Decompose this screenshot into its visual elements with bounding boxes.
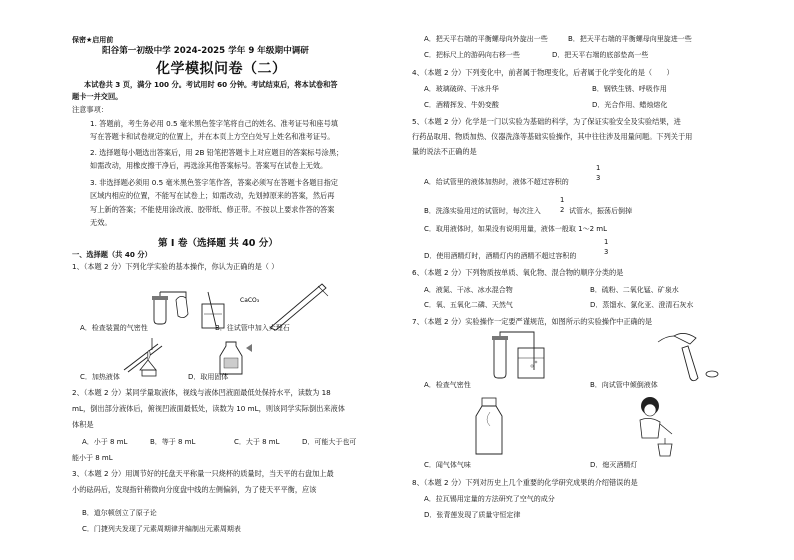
airtightness-check-figure xyxy=(150,290,196,330)
q6-option-b[interactable]: B．硫粉、二氧化锰、矿泉水 xyxy=(590,286,679,294)
q7-option-a[interactable]: A．检查气密性 xyxy=(424,381,471,389)
q5-option-c[interactable]: C．取用液体时，如果没有说明用量，液体一般取 1～2 mL xyxy=(424,225,607,233)
notice-line: 区域内相应的位置，不能写在试卷上；如需改动，先划掉原来的答案，然后再 xyxy=(90,191,335,200)
q1-option-c[interactable]: C．加热液体 xyxy=(80,373,120,381)
q1-option-d[interactable]: D．取用固体 xyxy=(188,373,229,381)
q3-option-a[interactable]: A．把天平右端的平衡螺母向外旋出一些 xyxy=(424,35,548,43)
notice-line: 2. 选择题每小题选出答案后，用 2B 铅笔把答题卡上对应题目的答案标号涂黑； xyxy=(90,148,344,157)
q4-option-d[interactable]: D．光合作用、蜡烛熔化 xyxy=(592,101,668,109)
notice-line: 写上新的答案；不能使用涂改液、胶带纸、修正带。不按以上要求作答的答案 xyxy=(90,205,335,214)
q2-option-a[interactable]: A．小于 8 mL xyxy=(82,438,128,446)
extinguish-lamp-figure xyxy=(628,394,688,466)
notice-line: 3. 非选择题必须用 0.5 毫米黑色签字笔作答，答案必须写在答题卡各题目指定 xyxy=(90,178,338,187)
q6-option-c[interactable]: C．氧、五氧化二磷、天然气 xyxy=(424,301,513,309)
q3-option-d[interactable]: D．把天平右端的底部垫高一些 xyxy=(552,51,649,59)
smell-gas-figure xyxy=(470,394,510,458)
fraction-numerator: 1 xyxy=(604,238,609,246)
q8-option-d[interactable]: D．张青莲发现了质量守恒定律 xyxy=(424,511,521,519)
fraction-denominator: 3 xyxy=(604,248,609,256)
question-2-stem-2: mL，倒出部分液体后，俯视凹液面最低处，读数为 10 mL，则该同学实际倒出来液体 xyxy=(72,404,345,413)
airtightness-check-figure xyxy=(488,330,548,382)
question-4-stem: 4、（本题 2 分）下列变化中，前者属于物理变化，后者属于化学变化的是（ ） xyxy=(412,68,674,77)
q4-option-b[interactable]: B．钢铁生锈、呼吸作用 xyxy=(592,85,667,93)
school-title: 阳谷第一初级中学 2024-2025 学年 9 年级期中调研 xyxy=(102,46,309,56)
q2-option-b[interactable]: B．等于 8 mL xyxy=(150,438,196,446)
question-7-stem: 7、（本题 2 分）实验操作一定要严谨规范，如图所示的实验操作中正确的是 xyxy=(412,317,653,326)
question-3-stem-2: 小的砝码后，发现指针稍微向分度盘中线的左侧偏斜，为了使天平平衡，应该 xyxy=(72,485,317,494)
question-3-stem-1: 3、（本题 2 分）用调节好的托盘天平称量一只烧杯的质量时，当天平的右盘加上最 xyxy=(72,469,334,478)
section-title: 第 I 卷（选择题 共 40 分） xyxy=(158,238,278,249)
notice-line: 无效。 xyxy=(90,218,112,227)
q5-option-a[interactable]: A．给试管里的液体加热时，液体不超过容积的 xyxy=(424,178,569,186)
pour-liquid-figure xyxy=(654,328,724,384)
question-5-stem-3: 量的说法不正确的是 xyxy=(412,147,477,156)
question-8-stem: 8、（本题 2 分）下列对历史上几个重要的化学研究成果的介绍错误的是 xyxy=(412,478,638,487)
fraction-denominator: 2 xyxy=(560,206,565,214)
q7-option-b[interactable]: B．向试管中倾倒液体 xyxy=(590,381,658,389)
question-5-stem-1: 5、（本题 2 分）化学是一门以实验为基础的科学，为了保证实验安全及实验结果，进 xyxy=(412,117,681,126)
q4-option-a[interactable]: A．玻璃破碎、干冰升华 xyxy=(424,85,499,93)
fraction-numerator: 1 xyxy=(560,196,565,204)
paper-title: 化学模拟问卷（二） xyxy=(156,61,287,77)
question-2-stem-3: 体积是 xyxy=(72,420,94,429)
q8-option-b[interactable]: B．道尔顿创立了原子论 xyxy=(82,509,157,517)
question-2-stem-1: 2、（本题 2 分）某同学量取液体，视线与液体凹液面最低处保持水平，读数为 18 xyxy=(72,388,331,397)
fraction-numerator: 1 xyxy=(596,164,601,172)
q2-option-d[interactable]: D．可能大于也可 xyxy=(302,438,357,446)
q3-option-b[interactable]: B．把天平右端的平衡螺母向里旋进一些 xyxy=(568,35,692,43)
q5-option-d[interactable]: D．使用酒精灯时，酒精灯内的酒精不超过容积的 xyxy=(424,252,577,260)
intro-line-2: 题卡一并交回。 xyxy=(72,92,123,101)
q2-option-c[interactable]: C．大于 8 mL xyxy=(234,438,280,446)
notice-line: 1. 答题前，考生务必用 0.5 毫米黑色签字笔将自己的姓名、准考证号和座号填 xyxy=(90,119,338,128)
question-1-stem: 1、（本题 2 分）下列化学实验的基本操作，你认为正确的是（ ） xyxy=(72,262,279,271)
q1-option-a[interactable]: A．检查装置的气密性 xyxy=(80,324,148,332)
q1-option-b[interactable]: B．往试管中加入大理石 xyxy=(215,324,290,332)
q7-option-d[interactable]: D．熄灭酒精灯 xyxy=(590,461,638,469)
question-6-stem: 6、（本题 2 分）下列物质按单质、氧化物、混合物的顺序分类的是 xyxy=(412,268,624,277)
notice-line: 如需改动，用橡皮擦干净后，再选涂其他答案标号。答案写在试卷上无效。 xyxy=(90,161,328,170)
q6-option-d[interactable]: D．蒸馏水、氯化亚、澄清石灰水 xyxy=(590,301,694,309)
q2-option-d-continued: 能小于 8 mL xyxy=(72,454,113,462)
fraction-denominator: 3 xyxy=(596,174,601,182)
intro-line-1: 本试卷共 3 页，满分 100 分。考试用时 60 分钟。考试结束后，将本试卷和答 xyxy=(84,80,338,89)
q4-option-c[interactable]: C．酒精挥发、牛奶变酸 xyxy=(424,101,499,109)
q3-option-c[interactable]: C．把标尺上的游码向右移一些 xyxy=(424,51,520,59)
confidential-label: 保密★启用前 xyxy=(72,36,114,44)
q8-option-c[interactable]: C．门捷列夫发现了元素周期律并编制出元素周期表 xyxy=(82,525,241,533)
notice-label: 注意事项： xyxy=(72,105,108,114)
notice-line: 写在答题卡和试卷规定的位置上，并在本页上方空白处写上姓名和准考证号。 xyxy=(90,132,335,141)
part-label: 一、选择题（共 40 分） xyxy=(72,250,152,259)
question-5-stem-2: 行药品取用、物质加热、仪器洗涤等基础实验操作，其中往往涉及用量问题。下列关于用 xyxy=(412,132,693,141)
heating-liquid-figure xyxy=(118,334,168,378)
caco3-label: CaCO₃ xyxy=(240,297,260,304)
q8-option-a[interactable]: A．拉瓦锡用定量的方法研究了空气的成分 xyxy=(424,495,555,503)
q5-option-b[interactable]: B．洗涤实验用过的试管时，每次注入 xyxy=(424,207,541,215)
q6-option-a[interactable]: A．液氮、干冰、冰水混合物 xyxy=(424,286,513,294)
q7-option-c[interactable]: C．闻气体气味 xyxy=(424,461,471,469)
q5-option-b-tail: 试管水，振荡后倒掉 xyxy=(569,207,632,215)
